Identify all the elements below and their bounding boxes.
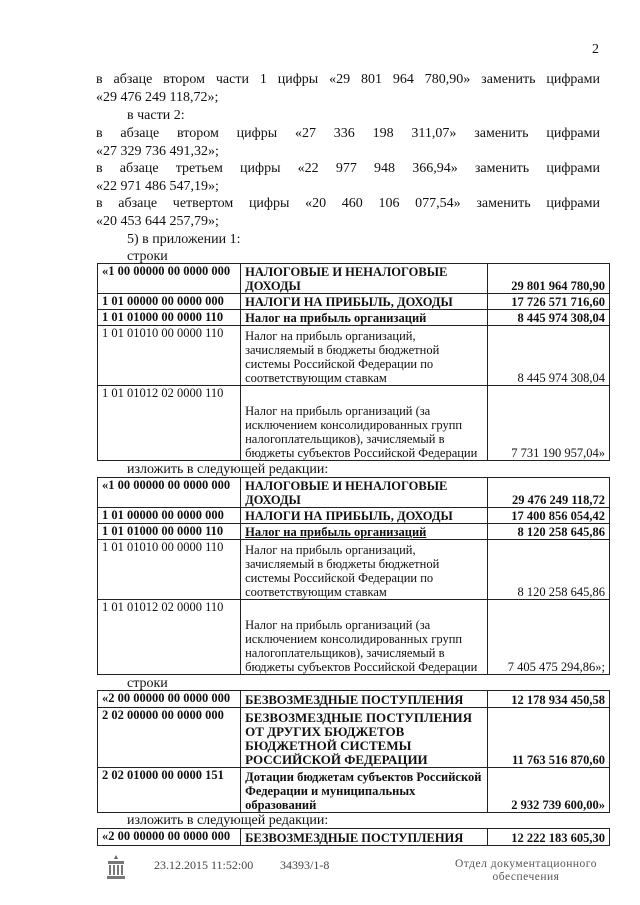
footer-doc-id: 34393/1-8 (280, 858, 330, 872)
code-cell: 2 02 00000 00 0000 000 (98, 708, 241, 768)
budget-table-old-income (97, 263, 610, 461)
text-line: в абзаце третьем цифры «22 977 948 366,94» заменить цифрами (96, 161, 600, 176)
code-cell: «2 00 00000 00 0000 000 (98, 829, 241, 846)
code-cell: «2 00 00000 00 0000 000 (98, 691, 241, 708)
table-row (98, 326, 610, 386)
value-cell: 11 763 516 870,60 (488, 708, 610, 768)
code-cell: 1 01 01000 00 0000 110 (98, 310, 241, 326)
code-cell: 2 02 01000 00 0000 151 (98, 768, 241, 813)
value-cell: 8 445 974 308,04 (488, 326, 610, 386)
table-row (98, 708, 610, 768)
code-cell: 1 01 01000 00 0000 110 (98, 524, 241, 540)
budget-table-old-transfers (97, 690, 610, 813)
name-cell: Налог на прибыль организаций (за исключением консолидированных групп налогоплательщиков), зачисляемый в бюджеты субъектов Российской Федерации (241, 386, 488, 461)
text-line: изложить в следующей редакции: (127, 813, 329, 828)
stamp-line-1: Отдел документационного (455, 858, 597, 870)
footer-timestamp: 23.12.2015 11:52:00 (154, 858, 254, 872)
name-cell: БЕЗВОЗМЕЗДНЫЕ ПОСТУПЛЕНИЯ ОТ ДРУГИХ БЮДЖЕТОВ БЮДЖЕТНОЙ СИСТЕМЫ РОССИЙСКОЙ ФЕДЕРАЦИИ (241, 708, 488, 768)
table-row (98, 478, 610, 508)
stamp-line-2: обеспечения (492, 871, 560, 883)
name-cell: БЕЗВОЗМЕЗДНЫЕ ПОСТУПЛЕНИЯ (241, 829, 488, 846)
name-cell: Налог на прибыль организаций, зачисляемый в бюджеты бюджетной системы Российской Федерации по соответствующим ставкам (241, 540, 488, 600)
text-line: «20 453 644 257,79»; (96, 214, 219, 229)
text-line: строки (127, 249, 168, 264)
budget-table-new-income (97, 477, 610, 675)
value-cell: 2 932 739 600,00» (488, 768, 610, 813)
table-row (98, 768, 610, 813)
name-cell: НАЛОГОВЫЕ И НЕНАЛОГОВЫЕ ДОХОДЫ (241, 264, 488, 294)
code-cell: «1 00 00000 00 0000 000 (98, 478, 241, 508)
table-row (98, 386, 610, 461)
value-cell: 29 476 249 118,72 (488, 478, 610, 508)
value-cell: 17 400 856 054,42 (488, 508, 610, 524)
value-cell: 12 178 934 450,58 (488, 691, 610, 708)
code-cell: 1 01 01012 02 0000 110 (98, 600, 241, 675)
code-cell: «1 00 00000 00 0000 000 (98, 264, 241, 294)
value-cell: 8 445 974 308,04 (488, 310, 610, 326)
name-cell: Налог на прибыль организаций (241, 524, 488, 540)
name-cell: Налог на прибыль организаций (за исключением консолидированных групп налогоплательщиков), зачисляемый в бюджеты субъектов Российской Федерации (241, 600, 488, 675)
value-cell: 17 726 571 716,60 (488, 294, 610, 310)
table-row (98, 294, 610, 310)
parliament-emblem-icon (104, 853, 128, 883)
code-cell: 1 01 01012 02 0000 110 (98, 386, 241, 461)
text-line: «22 971 486 547,19»; (96, 179, 219, 194)
name-cell: БЕЗВОЗМЕЗДНЫЕ ПОСТУПЛЕНИЯ (241, 691, 488, 708)
code-cell: 1 01 01010 00 0000 110 (98, 540, 241, 600)
text-line: «29 476 249 118,72»; (96, 90, 219, 105)
code-cell: 1 01 01010 00 0000 110 (98, 326, 241, 386)
value-cell: 7 405 475 294,86»; (488, 600, 610, 675)
text-line: строки (127, 676, 168, 691)
text-line: «27 329 736 491,32»; (96, 144, 219, 159)
table-row (98, 508, 610, 524)
name-cell: Дотации бюджетам субъектов Российской Федерации и муниципальных образований (241, 768, 488, 813)
table-row (98, 524, 610, 540)
table-row (98, 600, 610, 675)
table-row (98, 691, 610, 708)
table-row (98, 829, 610, 846)
name-cell: НАЛОГОВЫЕ И НЕНАЛОГОВЫЕ ДОХОДЫ (241, 478, 488, 508)
code-cell: 1 01 00000 00 0000 000 (98, 508, 241, 524)
text-line: в абзаце втором цифры «27 336 198 311,07» заменить цифрами (96, 126, 600, 141)
table-row (98, 264, 610, 294)
page-number: 2 (592, 42, 599, 57)
value-cell: 12 222 183 605,30 (488, 829, 610, 846)
name-cell: Налог на прибыль организаций, зачисляемый в бюджеты бюджетной системы Российской Федерации по соответствующим ставкам (241, 326, 488, 386)
name-cell: НАЛОГИ НА ПРИБЫЛЬ, ДОХОДЫ (241, 294, 488, 310)
table-row (98, 310, 610, 326)
table-row (98, 540, 610, 600)
text-line: в абзаце втором части 1 цифры «29 801 964 780,90» заменить цифрами (96, 72, 600, 87)
name-cell: НАЛОГИ НА ПРИБЫЛЬ, ДОХОДЫ (241, 508, 488, 524)
budget-table-new-transfers (97, 828, 610, 846)
name-cell: Налог на прибыль организаций (241, 310, 488, 326)
text-line: изложить в следующей редакции: (127, 462, 329, 477)
text-line: 5) в приложении 1: (127, 232, 241, 247)
value-cell: 8 120 258 645,86 (488, 540, 610, 600)
value-cell: 29 801 964 780,90 (488, 264, 610, 294)
text-line: в части 2: (127, 108, 185, 123)
code-cell: 1 01 00000 00 0000 000 (98, 294, 241, 310)
value-cell: 7 731 190 957,04» (488, 386, 610, 461)
text-line: в абзаце четвертом цифры «20 460 106 077,54» заменить цифрами (96, 196, 600, 211)
department-stamp (455, 858, 597, 884)
value-cell: 8 120 258 645,86 (488, 524, 610, 540)
